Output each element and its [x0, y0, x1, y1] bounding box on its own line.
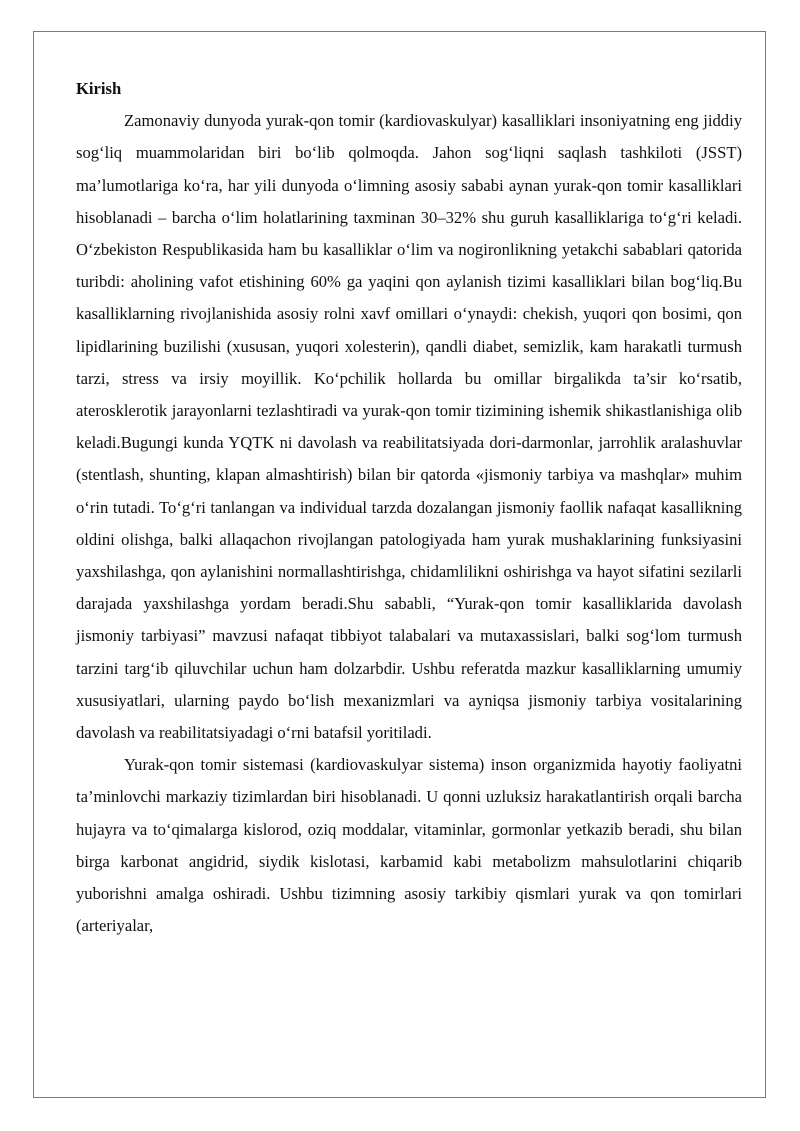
paragraph-introduction: Zamonaviy dunyoda yurak-qon tomir (kardiovaskulyar) kasalliklari insoniyatning eng jiddiy sog‘liq muammolaridan biri bo‘lib qolmoqda. Jahon sog‘liqni saqlash tashkiloti (JSST) ma’lumotlariga ko‘ra, har yili dunyoda o‘limning asosiy sababi aynan yurak-qon tomir kasalliklari hisoblanadi – barcha o‘lim holatlarining taxminan 30–32% shu guruh kasalliklariga to‘g‘ri keladi. O‘zbekiston Respublikasida ham bu kasalliklar o‘lim va nogironlikning yetakchi sabablari qatorida turibdi: aholining vafot etishining 60% ga yaqini qon aylanish tizimi kasalliklari bilan bog‘liq.Bu kasalliklarning rivojlanishida asosiy rolni xavf omillari o‘ynaydi: chekish, yuqori qon bosimi, qon lipidlarining buzilishi (xususan, yuqori xolesterin), qandli diabet, semizlik, kam harakatli turmush tarzi, stress va irsiy moyillik. Ko‘pchilik hollarda bu omillar birgalikda ta’sir ko‘rsatib, aterosklerotik jarayonlarni tezlashtiradi va yurak-qon tomir tizimining ishemik shikastlanishiga olib keladi.Bugungi kunda YQTK ni davolash va reabilitatsiyada dori-darmonlar, jarrohlik aralashuvlar (stentlash, shunting, klapan almashtirish) bilan bir qatorda «jismoniy tarbiya va mashqlar» muhim o‘rin tutadi. To‘g‘ri tanlangan va individual tarzda dozalangan jismoniy faollik nafaqat kasallikning oldini olishga, balki allaqachon rivojlangan patologiyada ham yurak mushaklarining funksiyasini yaxshilashga, qon aylanishini normallashtirishga, chidamlilikni oshirishga va hayot sifatini sezilarli darajada yaxshilashga yordam beradi.Shu sababli, “Yurak-qon tomir kasalliklarida davolash jismoniy tarbiyasi” mavzusi nafaqat tibbiyot talabalari va mutaxassislari, balki sog‘lom turmush tarzini targ‘ib qiluvchilar uchun ham dolzarbdir. Ushbu referatda mazkur kasalliklarning umumiy xususiyatlari, ularning paydo bo‘lish mexanizmlari va ayniqsa jismoniy tarbiya vositalarining davolash va reabilitatsiyadagi o‘rni batafsil yoritiladi.	[76, 111, 742, 743]
paragraph-cardiovascular-system: Yurak-qon tomir sistemasi (kardiovaskulyar sistema) inson organizmida hayotiy faoliyatni ta’minlovchi markaziy tizimlardan biri hisoblanadi. U qonni uzluksiz harakatlantirish orqali barcha hujayra va to‘qimalarga kislorod, oziq moddalar, vitaminlar, gormonlar yetkazib beradi, shu bilan birga karbonat angidrid, siydik kislotasi, karbamid kabi metabolizm mahsulotlarini chiqarib yuborishni amalga oshiradi. Ushbu tizimning asosiy tarkibiy qismlari yurak va qon tomirlari (arteriyalar,	[76, 755, 742, 936]
section-heading: Kirish	[76, 79, 122, 98]
document-body	[76, 73, 742, 942]
